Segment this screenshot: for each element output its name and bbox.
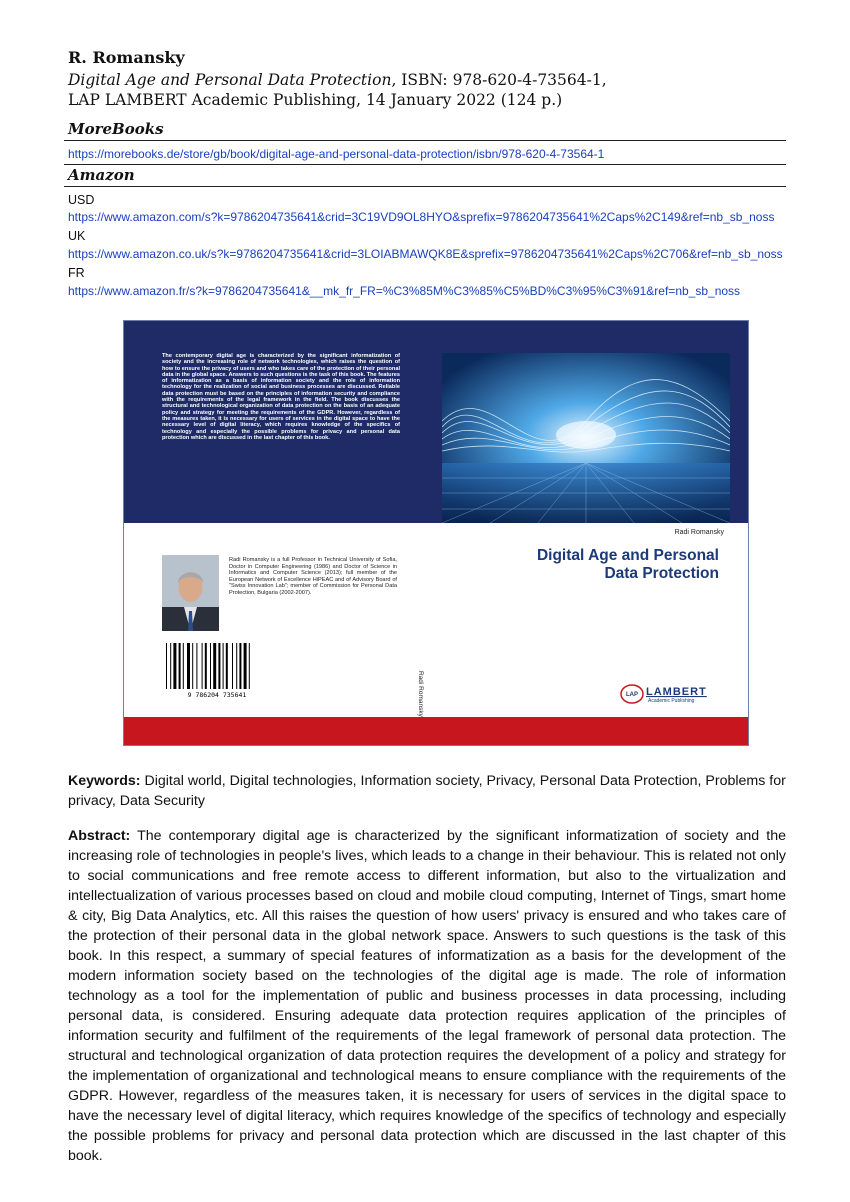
keywords-text: Digital world, Digital technologies, Information society, Privacy, Personal Data Protection, Problems for privacy, Data Security [68, 773, 786, 809]
barcode-digits: 9 786204 735641 [187, 691, 247, 699]
amazon-fr-link[interactable]: https://www.amazon.fr/s?k=9786204735641&__mk_fr_FR=%C3%85M%C3%85%C5%BD%C3%95%C3%91&ref=nb_sb_noss [68, 284, 741, 298]
amazon-us-link[interactable]: https://www.amazon.com/s?k=9786204735641&crid=3C19VD9OL8HYO&sprefix=9786204735641%2Caps%2C149&ref=nb_sb_noss [68, 210, 775, 224]
cover-blurb: The contemporary digital age is characterized by the significant informatization of society and the increasing role of network technologies, which raises the question of how to ensure the privacy of users and who takes care of the protection of their personal data in the global space. Answers to such questions is the task of this book. The features of informatization as a basis of information society and the role of information technology for the realization of social and business processes are discussed. Reliable data protection must be based on the principles of information security and compliance with the requirements of the legal framework in the field. The book discusses the structural and technological organization of data protection on the basis of an adequate policy and strategy for meeting the requirements of the GDPR. However, regardless of the measures taken, it is necessary for users of services in the digital space to have the necessary level of digital literacy, which requires knowledge of the specifics of technology and especially the possible problems for privacy and personal data protection which are discussed in the last chapter of this book. [162, 353, 400, 441]
barcode [162, 641, 272, 699]
store-code-fr: FR [68, 266, 85, 280]
author-name: R. Romansky [68, 48, 185, 67]
publisher-line: LAP LAMBERT Academic Publishing, 14 January 2022 (124 p.) [68, 91, 563, 109]
divider [64, 186, 786, 187]
divider [64, 164, 786, 165]
cover-title-line: Digital Age and Personal [536, 547, 719, 564]
abstract-text: The contemporary digital age is characterized by the significant informatization of society and the increasing role of technologies in people's lives, which leads to a change in their behaviour. This is related not only to social communications and free remote access to different information, but also to the virtualization and intellectualization of various processes based on cloud and mobile cloud computing, Internet of Tings, smart home & city, Big Data Analytics, etc. All this raises the question of how users' privacy is ensured and who takes care of the protection of their personal data in the global network space. Answers to such questions is the task of this book. In this respect, a summary of special features of informatization as a basis for the development of the modern information society based on the technologies of the digital age is made. The role of information technology as a tool for the implementation of public and business processes in data processing, including personal data, is considered. Ensuring adequate data protection requires application of the principles of information security and fulfilment of the requirements of the legal framework of personal data protection. The structural and technological organization of data protection requires the development of a policy and strategy for the implementation of organizational and technological means to ensure compliance with the requirements of the GDPR. However, regardless of the measures taken, it is necessary for users of services in the digital space to have the necessary level of digital literacy, which requires knowledge of the specifics of technology and especially the possible problems for privacy and personal data protection which are discussed in the last chapter of this book. [68, 828, 786, 1164]
amazon-heading: Amazon [68, 166, 135, 184]
author-photo [162, 555, 219, 631]
amazon-uk-link[interactable]: https://www.amazon.co.uk/s?k=9786204735641&crid=3LOIABMAWQK8E&sprefix=9786204735641%2Caps%2C706&ref=nb_sb_noss [68, 247, 783, 261]
divider [64, 140, 786, 141]
abstract-label: Abstract: [68, 828, 131, 844]
logo-sub: Academic Publishing [648, 698, 695, 704]
logo-lap: LAP [626, 692, 638, 698]
cover-title-line: Data Protection [604, 565, 719, 582]
keywords [68, 771, 786, 811]
author-bio: Radi Romansky is a full Professor in Technical University of Sofia, Doctor in Computer Engineering (1986) and Doctor of Science in Informatics and Computer Science (2013); full member of the European Network of Excellence HiPEAC and of Advisory Board of "Swiss Innovation Lab"; member of Commission for Personal Data Protection, Bulgaria (2002-2007). [229, 557, 397, 596]
book-info [68, 70, 768, 110]
spine-author: Radi Romansky [417, 671, 424, 717]
logo-name: LAMBERT [646, 686, 707, 698]
keywords-label: Keywords: [68, 773, 141, 789]
book-cover [123, 320, 749, 746]
isbn: , ISBN: 978-620-4-73564-1, [391, 71, 607, 89]
cover-title [504, 547, 719, 583]
book-title: Digital Age and Personal Data Protection [68, 71, 392, 89]
abstract [68, 826, 786, 1166]
morebooks-link[interactable]: https://morebooks.de/store/gb/book/digital-age-and-personal-data-protection/isbn/978-620-4-73564-1 [68, 147, 605, 161]
store-code-uk: UK [68, 229, 86, 243]
cover-author-name: Radi Romansky [674, 529, 724, 536]
cover-bottom-band [124, 717, 749, 746]
store-code-usd: USD [68, 193, 95, 207]
lambert-logo [620, 683, 730, 705]
digital-wave-illustration [442, 353, 730, 523]
morebooks-heading: MoreBooks [68, 120, 164, 138]
